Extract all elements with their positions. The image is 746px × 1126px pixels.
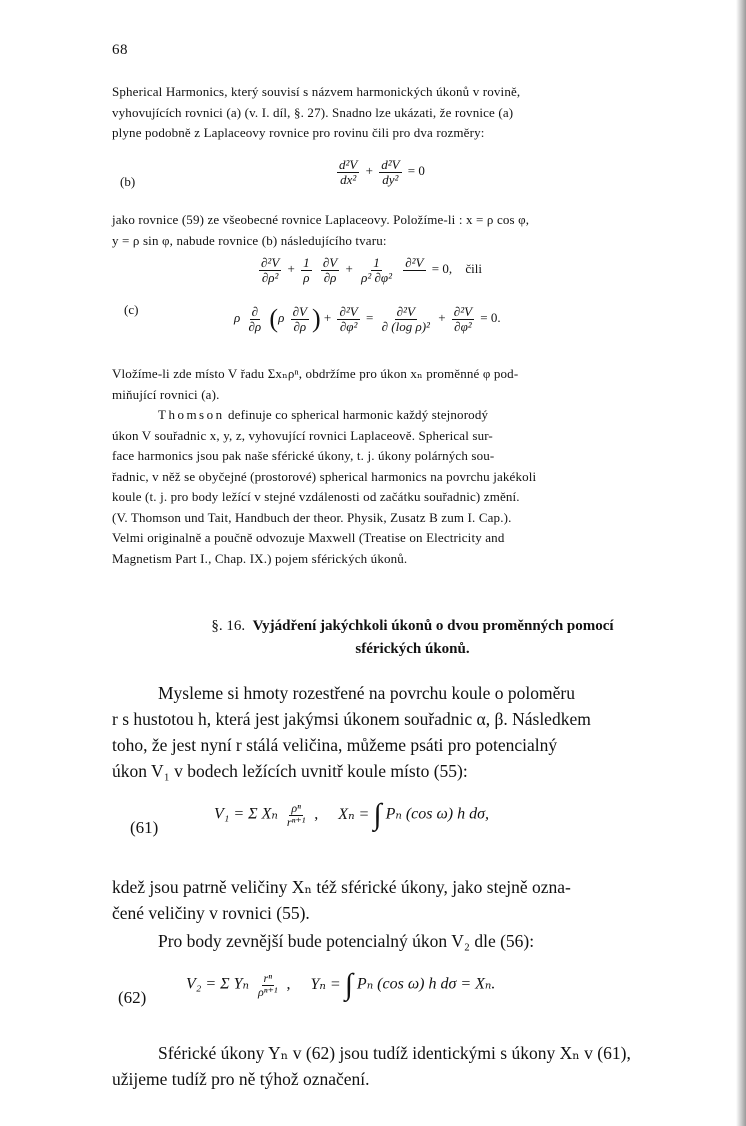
paragraph-sphere-masses bbox=[112, 680, 706, 784]
page-edge-shadow bbox=[736, 0, 746, 1126]
section-title-line: sférických úkonů. bbox=[355, 641, 470, 657]
text-line: čené veličiny v rovnici (55). bbox=[112, 903, 310, 923]
text-line: miňující rovnici (a). bbox=[112, 386, 220, 402]
paragraph-thomson bbox=[112, 405, 706, 569]
text-line: Thomson definuje co spherical harmonic každý stejnorodý bbox=[158, 407, 489, 422]
text-line: toho, že jest nyní r stálá veličina, můžeme psáti pro potencialný bbox=[112, 735, 558, 755]
text-line: y = ρ sin φ, nabude rovnice (b) následujícího tvaru: bbox=[112, 232, 387, 248]
equation-label-62: (62) bbox=[118, 988, 147, 1007]
paragraph-spherical-functions bbox=[112, 874, 706, 926]
paragraph-series bbox=[112, 364, 706, 405]
equation-c-row1: $\frac{\text{∂²V}}{\text{∂ρ²}}$ + $\frac{1}{\rho}$ $\frac{\partial V}{\partial\rho}$ + $\frac{1}{\text{ρ² ∂φ²}}$ ∂²V = 0, čili bbox=[261, 255, 482, 285]
text-line: Pro body zevnější bude potencialný úkon V₂ dle (56): bbox=[158, 931, 535, 951]
text-line: Magnetism Part I., Chap. IX.) pojem sférických úkonů. bbox=[112, 550, 408, 566]
text-line: úkon V₁ v bodech ležících uvnitř koule místo (55): bbox=[112, 761, 468, 781]
equation-label-c: (c) bbox=[124, 302, 139, 317]
text-line: (V. Thomson und Tait, Handbuch der theor. Physik, Zusatz B zum I. Cap.). bbox=[112, 509, 512, 525]
page-number: 68 bbox=[112, 42, 128, 58]
equation-label-b: (b) bbox=[120, 174, 136, 189]
text-line: koule (t. j. pro body ležící v stejné vzdálenosti od začátku souřadnic) změní. bbox=[112, 489, 520, 504]
text-line: Velmi originalně a poučně odvozuje Maxwell (Treatise on Electricity and bbox=[112, 530, 505, 545]
integral-sign: ∫ bbox=[344, 968, 353, 1001]
text-line: Vložíme-li zde místo V řadu Σxₙρⁿ, obdržíme pro úkon xₙ proměnné φ pod- bbox=[112, 366, 519, 381]
paragraph-identical bbox=[112, 1040, 706, 1092]
text-line: jako rovnice (59) ze všeobecné rovnice Laplaceovy. Položíme-li : x = ρ cos φ, bbox=[112, 212, 530, 227]
text-line: řadnic, v něž se obyčejné (prostorové) spherical harmonics na povrchu jakékoli bbox=[112, 468, 537, 484]
paragraph-spherical-harmonics bbox=[112, 82, 706, 144]
equation-61: V₁ = Σ Xₙ $\frac{\text{ρⁿ}}{\text{rⁿ⁺¹}}$ , Xₙ = ∫ Pₙ (cos ω) h dσ, bbox=[214, 798, 490, 831]
author-name: Thomson bbox=[158, 407, 225, 422]
text-line: face harmonics jsou pak naše sférické úkony, t. j. úkony polárných sou- bbox=[112, 448, 495, 463]
text-line: plyne podobně z Laplaceovy rovnice pro rovinu čili pro dva rozměry: bbox=[112, 125, 485, 140]
text-line: Mysleme si hmoty rozestřené na povrchu koule o poloměru bbox=[158, 683, 575, 703]
equation-62: V₂ = Σ Yₙ $\frac{\text{rⁿ}}{\text{ρⁿ⁺¹}}$ , Yₙ = ∫ Pₙ (cos ω) h dσ = Xₙ. bbox=[186, 968, 496, 1001]
paragraph-outer-points bbox=[112, 928, 706, 954]
equation-c-row2: ρ $\frac{\partial}{\partial\rho}$ (ρ $\frac{\partial V}{\partial\rho}$ ) + $\frac{\text{∂²V}}{\text{∂φ²}}$ = $\frac{\text{∂²V}}{\text{∂ (log ρ)²}}$ + $\frac{\text{∂²V}}{\text{∂φ²}}$ = 0. bbox=[234, 303, 501, 334]
text-line: vyhovujících rovnici (a) (v. I. díl, §. 27). Snadno lze ukázati, že rovnice (a) bbox=[112, 104, 514, 120]
equation-label-61: (61) bbox=[130, 818, 159, 837]
section-heading bbox=[120, 615, 705, 661]
text-line: kdež jsou patrně veličiny Xₙ též sférické úkony, jako stejně ozna- bbox=[112, 877, 571, 897]
text-line: Spherical Harmonics, který souvisí s názvem harmonických úkonů v rovině, bbox=[112, 84, 521, 99]
section-number: §. 16. bbox=[211, 618, 246, 634]
paragraph-laplace-polar bbox=[112, 210, 706, 251]
equation-b: $\frac{\text{d²V}}{\text{dx²}}$ + $\frac{\text{d²V}}{\text{dy²}}$ = 0 bbox=[339, 157, 425, 187]
text-line: užijeme tudíž pro ně týhož označení. bbox=[112, 1069, 370, 1089]
section-title-line: Vyjádření jakýchkoli úkonů o dvou proměnných pomocí bbox=[252, 618, 614, 634]
text-line: Sférické úkony Yₙ v (62) jsou tudíž identickými s úkony Xₙ v (61), bbox=[158, 1043, 631, 1063]
integral-sign: ∫ bbox=[373, 798, 382, 831]
text-line: r s hustotou h, která jest jakýmsi úkonem souřadnic α, β. Následkem bbox=[112, 709, 591, 729]
text-line: úkon V souřadnic x, y, z, vyhovující rovnici Laplaceově. Spherical sur- bbox=[112, 427, 493, 443]
